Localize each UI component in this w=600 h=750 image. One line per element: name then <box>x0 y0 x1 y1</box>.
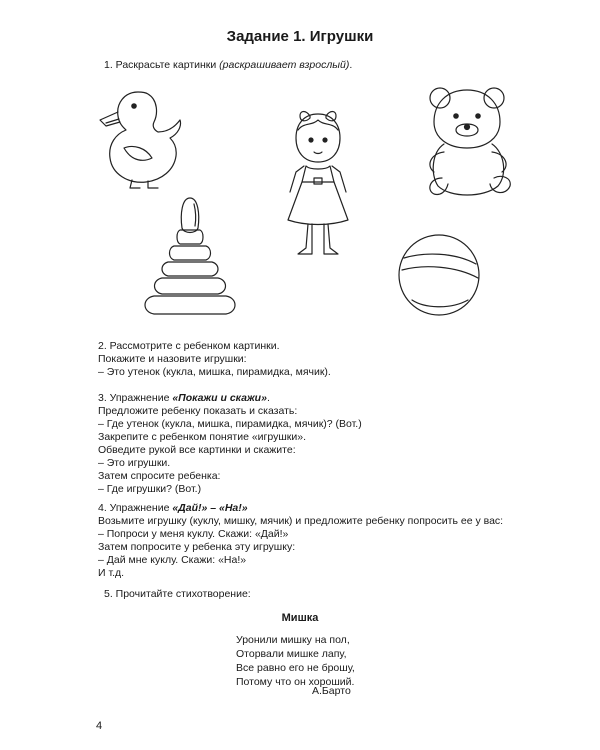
task-4-line: – Попроси у меня куклу. Скажи: «Дай!» <box>98 528 289 540</box>
task-1 <box>104 59 352 72</box>
task-4 <box>98 502 503 580</box>
poem-line: Оторвали мишке лапу, <box>236 648 347 660</box>
teddy-bear-icon <box>420 82 520 200</box>
task-3-line: – Где игрушки? (Вот.) <box>98 483 202 495</box>
task-3-heading <box>98 392 362 405</box>
task-4-line: Затем попросите у ребенка эту игрушку: <box>98 541 296 553</box>
task-2 <box>98 340 331 379</box>
task-3-line: Закрепите с ребенком понятие «игрушки». <box>98 431 306 443</box>
poem-title: Мишка <box>281 612 319 624</box>
task-1-text: 1. Раскрасьте картинки <box>104 59 220 71</box>
poem-text <box>236 633 355 689</box>
task-2-line: 2. Рассмотрите с ребенком картинки. <box>98 340 280 352</box>
task-3-line: Обведите рукой все картинки и скажите: <box>98 444 296 456</box>
task-2-line: Покажите и назовите игрушки: <box>98 353 247 365</box>
task-4-exercise-name: «Дай!» – «На!» <box>172 502 248 514</box>
poem-line: Потому что он хороший. <box>236 676 355 688</box>
task-3-heading-prefix: 3. Упражнение <box>98 392 173 404</box>
page-title: Задание 1. Игрушки <box>226 28 374 45</box>
task-5: 5. Прочитайте стихотворение: <box>104 588 251 600</box>
task-2-line: – Это утенок (кукла, мишка, пирамидка, мячик). <box>98 366 331 378</box>
task-1-note: (раскрашивает взрослый) <box>219 59 350 71</box>
task-1-suffix: . <box>349 59 353 71</box>
task-3 <box>98 392 362 496</box>
task-4-line: Возьмите игрушку (куклу, мишку, мячик) и предложите ребенку попросить ее у вас: <box>98 515 504 527</box>
ball-icon <box>394 230 484 320</box>
poem-line: Уронили мишку на пол, <box>236 634 350 646</box>
task-3-line: Затем спросите ребенка: <box>98 470 221 482</box>
task-3-line: – Это игрушки. <box>98 457 171 469</box>
task-3-line: – Где утенок (кукла, мишка, пирамидка, мячик)? (Вот.) <box>98 418 362 430</box>
task-4-heading <box>98 502 503 515</box>
poem-author: А.Барто <box>312 685 351 697</box>
doll-icon <box>276 108 360 262</box>
duck-icon <box>96 82 186 192</box>
task-3-exercise-name: «Покажи и скажи» <box>172 392 267 404</box>
task-4-line: И т.д. <box>98 567 125 579</box>
poem-line: Все равно его не брошу, <box>236 662 355 674</box>
task-3-heading-suffix: . <box>266 392 270 404</box>
task-4-line: – Дай мне куклу. Скажи: «На!» <box>98 554 247 566</box>
pyramid-icon <box>140 194 240 320</box>
task-3-line: Предложите ребенку показать и сказать: <box>98 405 298 417</box>
task-4-heading-prefix: 4. Упражнение <box>98 502 173 514</box>
page-number: 4 <box>96 720 103 732</box>
